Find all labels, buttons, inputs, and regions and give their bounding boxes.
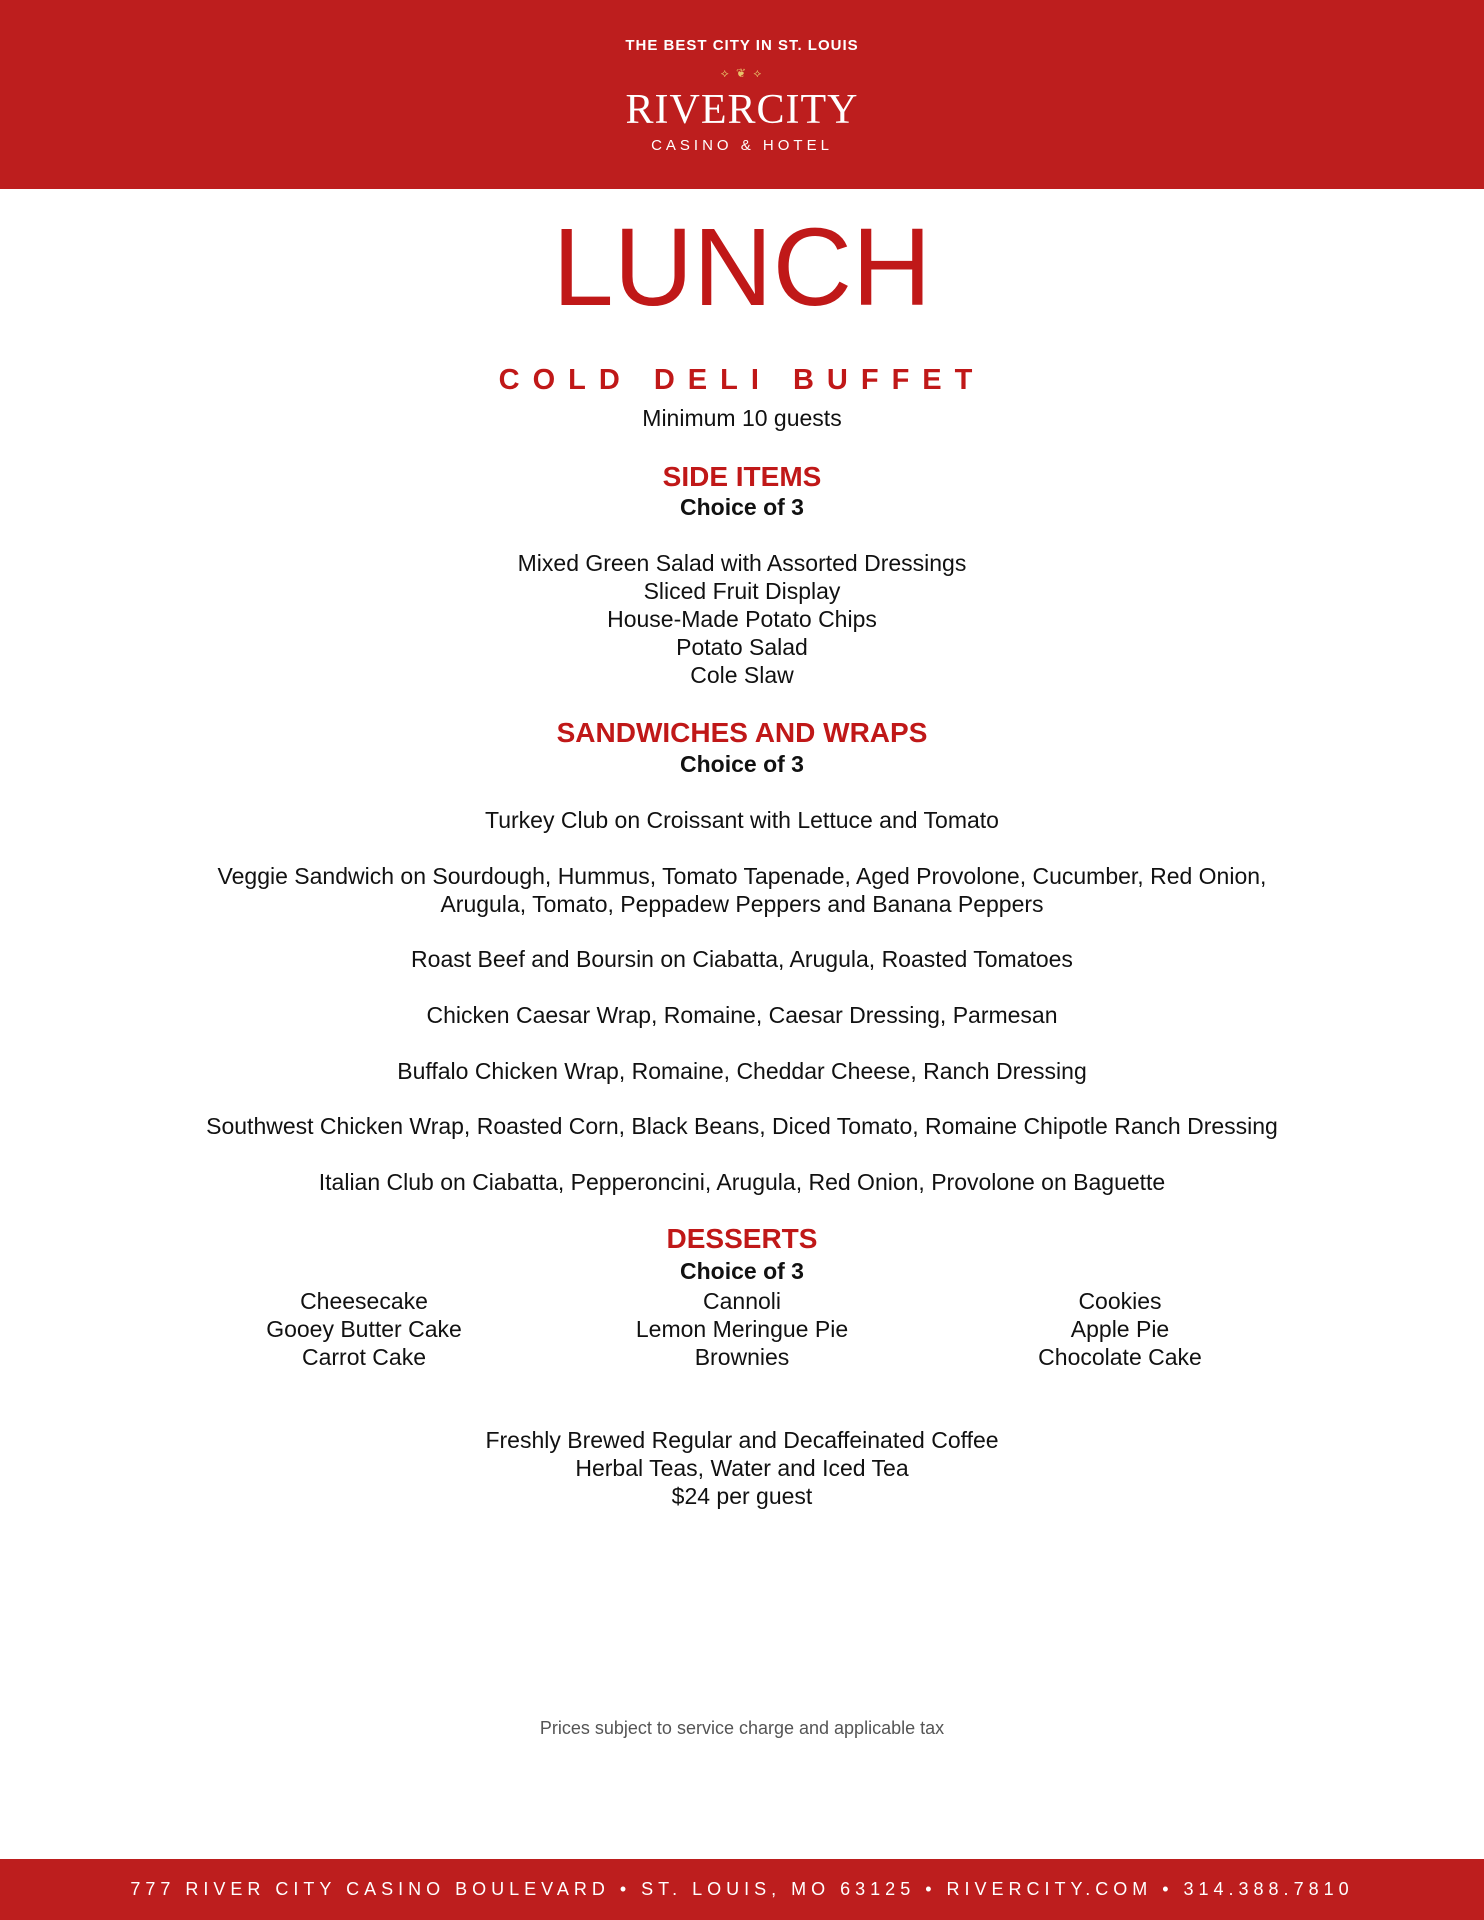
ornament-icon: ⟡ ❦ ⟡ [720,66,764,80]
price: $24 per guest [671,1483,813,1509]
disclaimer: Prices subject to service charge and applicable tax [539,1718,945,1738]
list-item: House-Made Potato Chips [607,606,877,632]
page-title: LUNCH [552,206,932,329]
list-item: Cheesecake [300,1288,428,1314]
beverage-item: Freshly Brewed Regular and Decaffeinated Coffee [485,1427,999,1453]
list-item: Buffalo Chicken Wrap, Romaine, Cheddar Cheese, Ranch Dressing [397,1058,1087,1084]
list-item: Potato Salad [676,634,808,660]
list-item: Sliced Fruit Display [643,578,841,604]
list-item: Italian Club on Ciabatta, Pepperoncini, Arugula, Red Onion, Provolone on Baguette [318,1169,1166,1195]
list-item: Chocolate Cake [1038,1344,1202,1370]
beverage-item: Herbal Teas, Water and Iced Tea [575,1455,909,1481]
list-item: Arugula, Tomato, Peppadew Peppers and Banana Peppers [440,891,1044,917]
list-item: Cole Slaw [690,662,794,688]
footer-bar: 777 RIVER CITY CASINO BOULEVARD • ST. LOUIS, MO 63125 • RIVERCITY.COM • 314.388.7810 [0,1859,1484,1920]
header-banner [0,0,1484,189]
desserts-choice: Choice of 3 [680,1258,804,1284]
list-item: Cookies [1078,1288,1162,1314]
list-item: Mixed Green Salad with Assorted Dressings [517,550,967,576]
side-items-heading: SIDE ITEMS [662,461,822,492]
desserts-column-1 [164,1287,564,1371]
header-tagline: THE BEST CITY IN ST. LOUIS [625,37,859,54]
list-item: Brownies [694,1344,790,1370]
list-item: Cannoli [703,1288,781,1314]
list-item: Veggie Sandwich on Sourdough, Hummus, Tomato Tapenade, Aged Provolone, Cucumber, Red Onion, [217,863,1267,889]
brand-logo: RIVERCITY [625,87,859,133]
list-item: Gooey Butter Cake [266,1316,462,1342]
sandwiches-heading: SANDWICHES AND WRAPS [556,717,928,748]
list-item: Turkey Club on Croissant with Lettuce and Tomato [485,807,999,833]
sandwiches-choice: Choice of 3 [680,751,804,777]
list-item: Apple Pie [1070,1316,1170,1342]
desserts-column-3 [920,1287,1320,1371]
side-items-choice: Choice of 3 [680,494,804,520]
list-item: Chicken Caesar Wrap, Romaine, Caesar Dressing, Parmesan [426,1002,1058,1028]
list-item: Roast Beef and Boursin on Ciabatta, Arugula, Roasted Tomatoes [411,946,1073,972]
desserts-column-2 [542,1287,942,1371]
list-item: Southwest Chicken Wrap, Roasted Corn, Black Beans, Diced Tomato, Romaine Chipotle Ranch Dressing [206,1113,1278,1139]
menu-subtitle: COLD DELI BUFFET [498,364,986,396]
list-item: Lemon Meringue Pie [635,1316,849,1342]
desserts-heading: DESSERTS [666,1223,818,1254]
minimum-guests: Minimum 10 guests [642,405,842,431]
list-item: Carrot Cake [302,1344,426,1370]
brand-subtitle: CASINO & HOTEL [651,137,833,154]
